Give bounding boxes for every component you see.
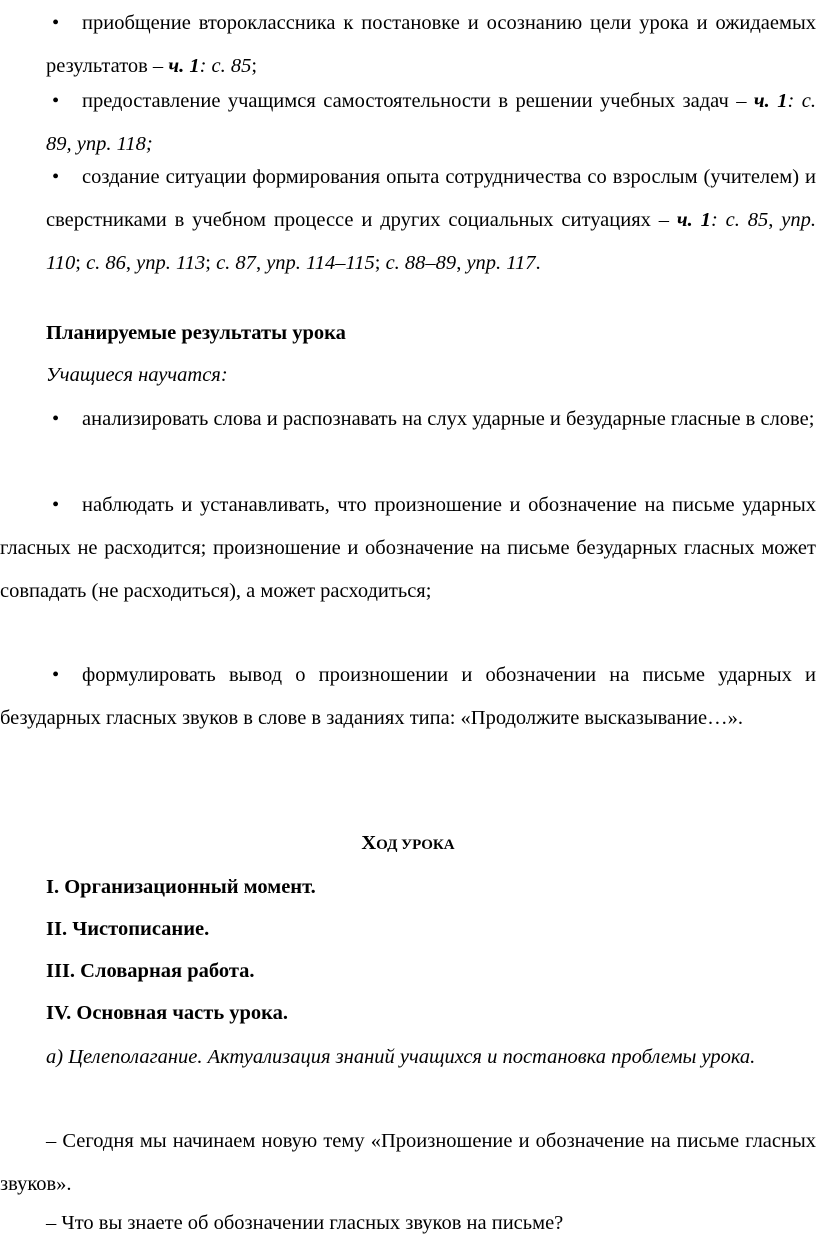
dialogue-line-1: – Сегодня мы начинаем новую тему «Произношение и обозначение на письме гласных звуков».: [0, 1130, 816, 1195]
result-item-1-text: анализировать слова и распознавать на слух ударные и безударные гласные в слове;: [82, 408, 815, 430]
ref-exercise: упр. 114–115: [266, 252, 375, 274]
goal-item-1-end: ;: [251, 55, 258, 77]
result-item-2-text: наблюдать и устанавливать, что произношение и обозначение на письме ударных гласных не расходится; произношение и обозначение на письме безударных гласных может совпадать (не расходиться), а может расходиться;: [0, 494, 816, 602]
lesson-title-first: Х: [361, 832, 377, 854]
goal-item-1-ref-part: ч. 1: [168, 55, 200, 77]
goal-item-1: [46, 2, 816, 88]
ref-sep: ;: [75, 252, 87, 274]
goal-item-1-text: приобщение второклассника к постановке и осознанию цели урока и ожидаемых результатов –: [46, 12, 816, 77]
bullet-icon: •: [52, 664, 60, 686]
ref-sep: .: [535, 252, 541, 274]
bullet-icon: •: [52, 494, 60, 516]
ref-sep: ,: [456, 252, 467, 274]
results-subheading: Учащиеся научатся:: [46, 364, 228, 386]
result-item-1: [0, 398, 816, 441]
stage-3: III. Словарная работа.: [46, 960, 255, 982]
goal-item-1-ref-rest: : с. 85: [199, 55, 252, 77]
result-item-3-text: формулировать вывод о произношении и обозначении на письме ударных и безударных гласных звуков в слове в заданиях типа: «Продолжите высказывание…».: [0, 664, 816, 729]
bullet-icon: •: [52, 12, 60, 34]
substage-a: а) Целеполагание. Актуализация знаний учащихся и постановка проблемы урока.: [46, 1046, 756, 1068]
stage-1: I. Организационный момент.: [46, 876, 316, 898]
result-item-3: [0, 654, 816, 740]
ref-page: с. 88–89: [385, 252, 457, 274]
ref-sep: ,: [768, 209, 782, 231]
bullet-icon: •: [52, 90, 60, 112]
stage-2: II. Чистописание.: [46, 918, 210, 940]
results-heading: Планируемые результаты урока: [46, 322, 346, 344]
dialogue-line-2: – Что вы знаете об обозначении гласных звуков на письме?: [46, 1212, 564, 1234]
ref-page: с. 87: [216, 252, 256, 274]
result-item-2: [0, 484, 816, 613]
goal-item-3-ref-rest: : с. 85: [710, 209, 769, 231]
ref-exercise: упр. 113: [136, 252, 206, 274]
ref-sep: ;: [374, 252, 386, 274]
goal-item-3-text: создание ситуации формирования опыта сотрудничества со взрослым (учителем) и сверстниками в учебном процессе и других социальных ситуациях –: [46, 166, 816, 231]
ref-exercise: упр. 110: [46, 209, 816, 274]
bullet-icon: •: [52, 166, 60, 188]
goal-item-3: [46, 156, 816, 285]
goal-item-3-ref-part: ч. 1: [676, 209, 711, 231]
ref-page: с. 86: [86, 252, 126, 274]
bullet-icon: •: [52, 408, 60, 430]
ref-sep: ;: [205, 252, 217, 274]
goal-item-2-ref-rest: : с. 89, упр. 118;: [46, 90, 816, 155]
ref-sep: ,: [125, 252, 137, 274]
ref-exercise: упр. 117: [466, 252, 536, 274]
goal-item-2-ref-part: ч. 1: [753, 90, 788, 112]
lesson-title: [0, 822, 816, 867]
ref-sep: ,: [255, 252, 267, 274]
goal-item-2-text: предоставление учащимся самостоятельности в решении учебных задач –: [82, 90, 754, 112]
stage-4: IV. Основная часть урока.: [46, 1002, 289, 1024]
lesson-title-rest: ОД УРОКА: [376, 837, 455, 853]
goal-item-2: [46, 80, 816, 166]
